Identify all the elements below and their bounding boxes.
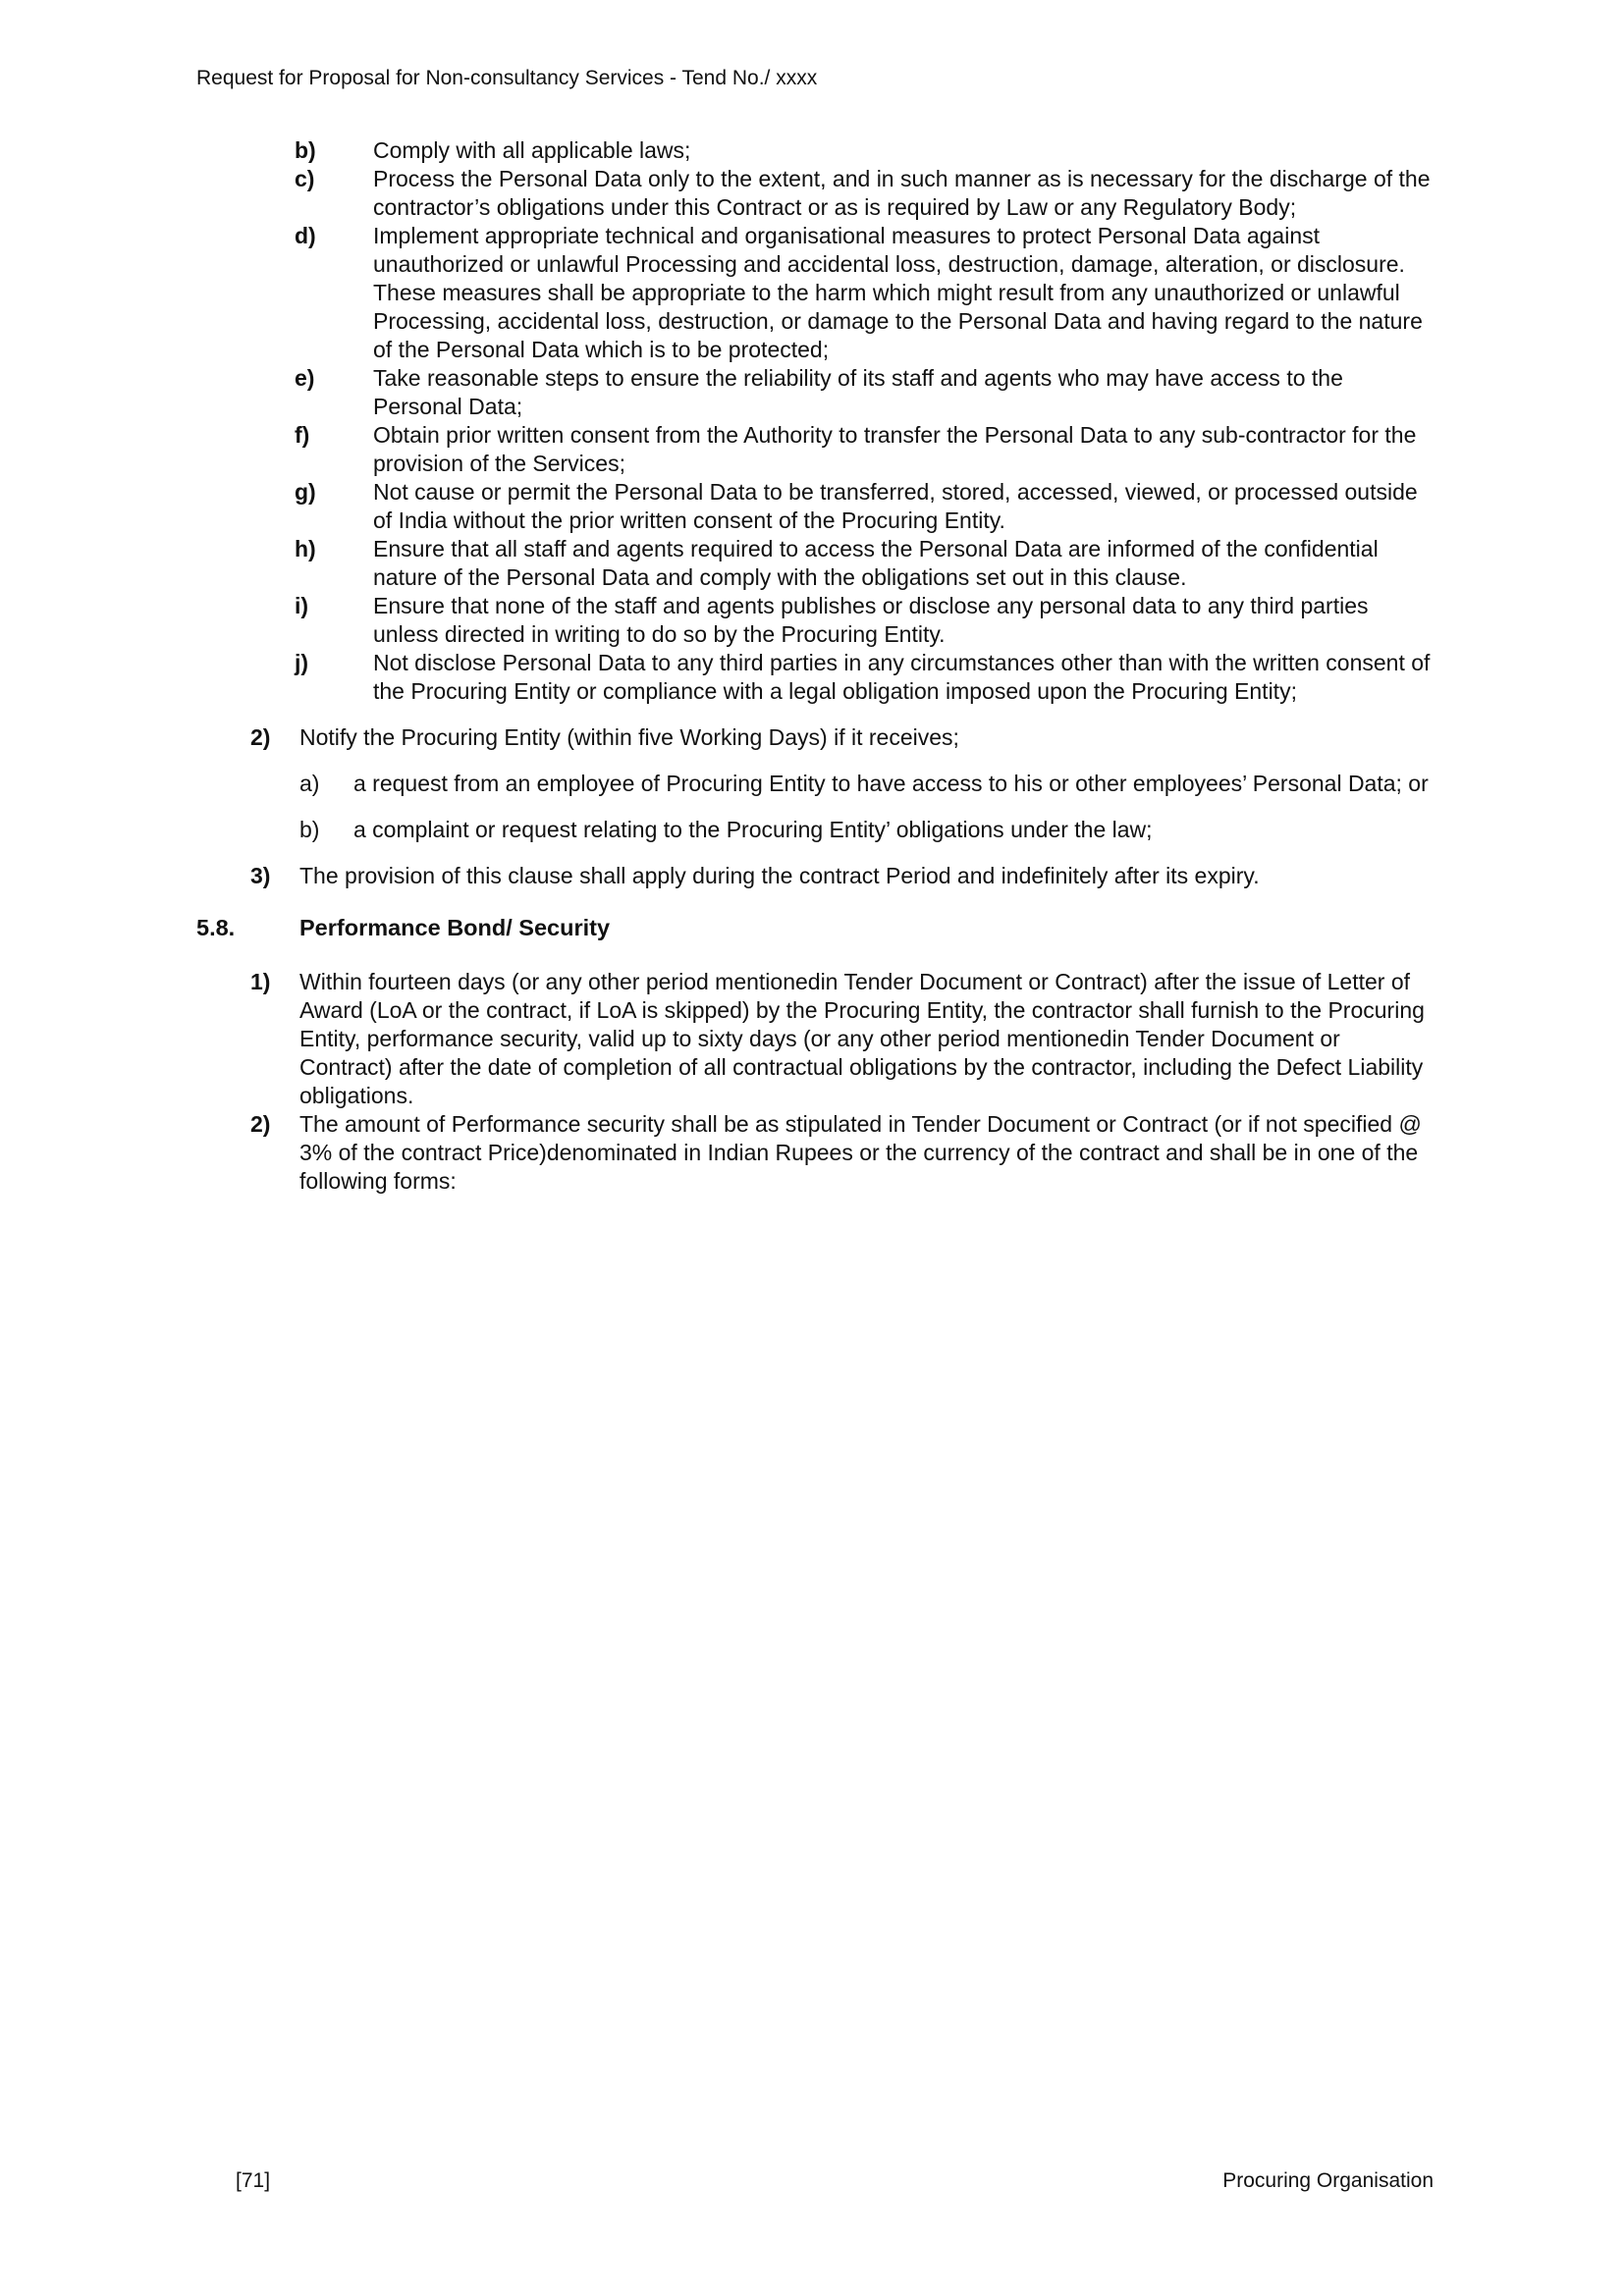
item-text: The provision of this clause shall apply during the contract Period and indefinitely after its expiry. <box>299 863 1260 888</box>
item-label: a) <box>299 771 320 796</box>
item-label: 1) <box>250 969 271 994</box>
page-header: Request for Proposal for Non-consultancy Services - Tend No./ xxxx <box>196 67 818 89</box>
item-label: g) <box>295 479 316 505</box>
page-content <box>196 65 1434 1196</box>
item-label: h) <box>295 536 316 561</box>
item-text: Not disclose Personal Data to any third parties in any circumstances other than with the written consent of the Procuring Entity or compliance with a legal obligation imposed upon the Procuring Entity; <box>373 650 1431 704</box>
item-text: Process the Personal Data only to the extent, and in such manner as is necessary for the discharge of the contractor’s obligations under this Contract or as is required by Law or any Regulatory Body; <box>373 166 1431 220</box>
list-item <box>295 592 1434 649</box>
list-item <box>295 421 1434 478</box>
item-text: Implement appropriate technical and organisational measures to protect Personal Data against unauthorized or unlawful Processing and accidental loss, destruction, damage, alteration, or disclosure. These measures shall be appropriate to the harm which might result from any unauthorized or unlawful Processing, accidental loss, destruction, or damage to the Personal Data and having regard to the nature of the Personal Data which is to be protected; <box>373 223 1423 362</box>
list-item <box>295 478 1434 535</box>
item-label: 3) <box>250 863 271 888</box>
page-footer <box>236 2167 1434 2194</box>
item-text: Ensure that all staff and agents required to access the Personal Data are informed of the confidential nature of the Personal Data and comply with the obligations set out in this clause. <box>373 536 1379 590</box>
item-label: 2) <box>250 1111 271 1137</box>
item-label: d) <box>295 223 316 248</box>
list-item <box>295 364 1434 421</box>
item-text: Obtain prior written consent from the Authority to transfer the Personal Data to any sub-contractor for the provision of the Services; <box>373 422 1417 476</box>
item-text: Notify the Procuring Entity (within five Working Days) if it receives; <box>299 724 959 750</box>
section-title: Performance Bond/ Security <box>299 915 611 940</box>
item-label: b) <box>295 137 316 163</box>
lettered-list <box>196 136 1434 706</box>
section-heading <box>196 914 1434 942</box>
item-label: c) <box>295 166 315 191</box>
item-label: j) <box>295 650 309 675</box>
list-item <box>295 165 1434 222</box>
sub-item-a <box>299 770 1434 798</box>
section-item-1 <box>250 968 1434 1110</box>
item-label: i) <box>295 593 309 618</box>
footer-organisation: Procuring Organisation <box>1222 2169 1434 2192</box>
item-text: a request from an employee of Procuring Entity to have access to his or other employees’ Personal Data; or <box>353 771 1429 796</box>
item-label: e) <box>295 365 315 391</box>
section-item-2 <box>250 1110 1434 1196</box>
item-text: Ensure that none of the staff and agents publishes or disclose any personal data to any third parties unless directed in writing to do so by the Procuring Entity. <box>373 593 1369 647</box>
section-number: 5.8. <box>196 915 236 940</box>
numbered-item-2 <box>250 723 1434 752</box>
list-item <box>295 535 1434 592</box>
item-text: The amount of Performance security shall be as stipulated in Tender Document or Contract (or if not specified @ 3% of the contract Price)denominated in Indian Rupees or the currency of the contract and shall be in one of the following forms: <box>299 1111 1422 1194</box>
list-item <box>295 136 1434 165</box>
item-text: Within fourteen days (or any other period mentionedin Tender Document or Contract) after the issue of Letter of Award (LoA or the contract, if LoA is skipped) by the Procuring Entity, the contractor shall furnish to the Procuring Entity, performance security, valid up to sixty days (or any other period mentionedin Tender Document or Contract) after the date of completion of all contractual obligations by the contractor, including the Defect Liability obligations. <box>299 969 1425 1108</box>
item-label: b) <box>299 817 320 842</box>
list-item <box>295 649 1434 706</box>
list-item <box>295 222 1434 364</box>
footer-page-number: [71] <box>236 2169 271 2192</box>
item-text: Not cause or permit the Personal Data to be transferred, stored, accessed, viewed, or processed outside of India without the prior written consent of the Procuring Entity. <box>373 479 1418 533</box>
sub-item-b <box>299 816 1434 844</box>
item-text: a complaint or request relating to the Procuring Entity’ obligations under the law; <box>353 817 1153 842</box>
item-text: Comply with all applicable laws; <box>373 137 691 163</box>
item-label: f) <box>295 422 310 448</box>
item-text: Take reasonable steps to ensure the reliability of its staff and agents who may have access to the Personal Data; <box>373 365 1343 419</box>
item-label: 2) <box>250 724 271 750</box>
numbered-item-3 <box>250 862 1434 890</box>
